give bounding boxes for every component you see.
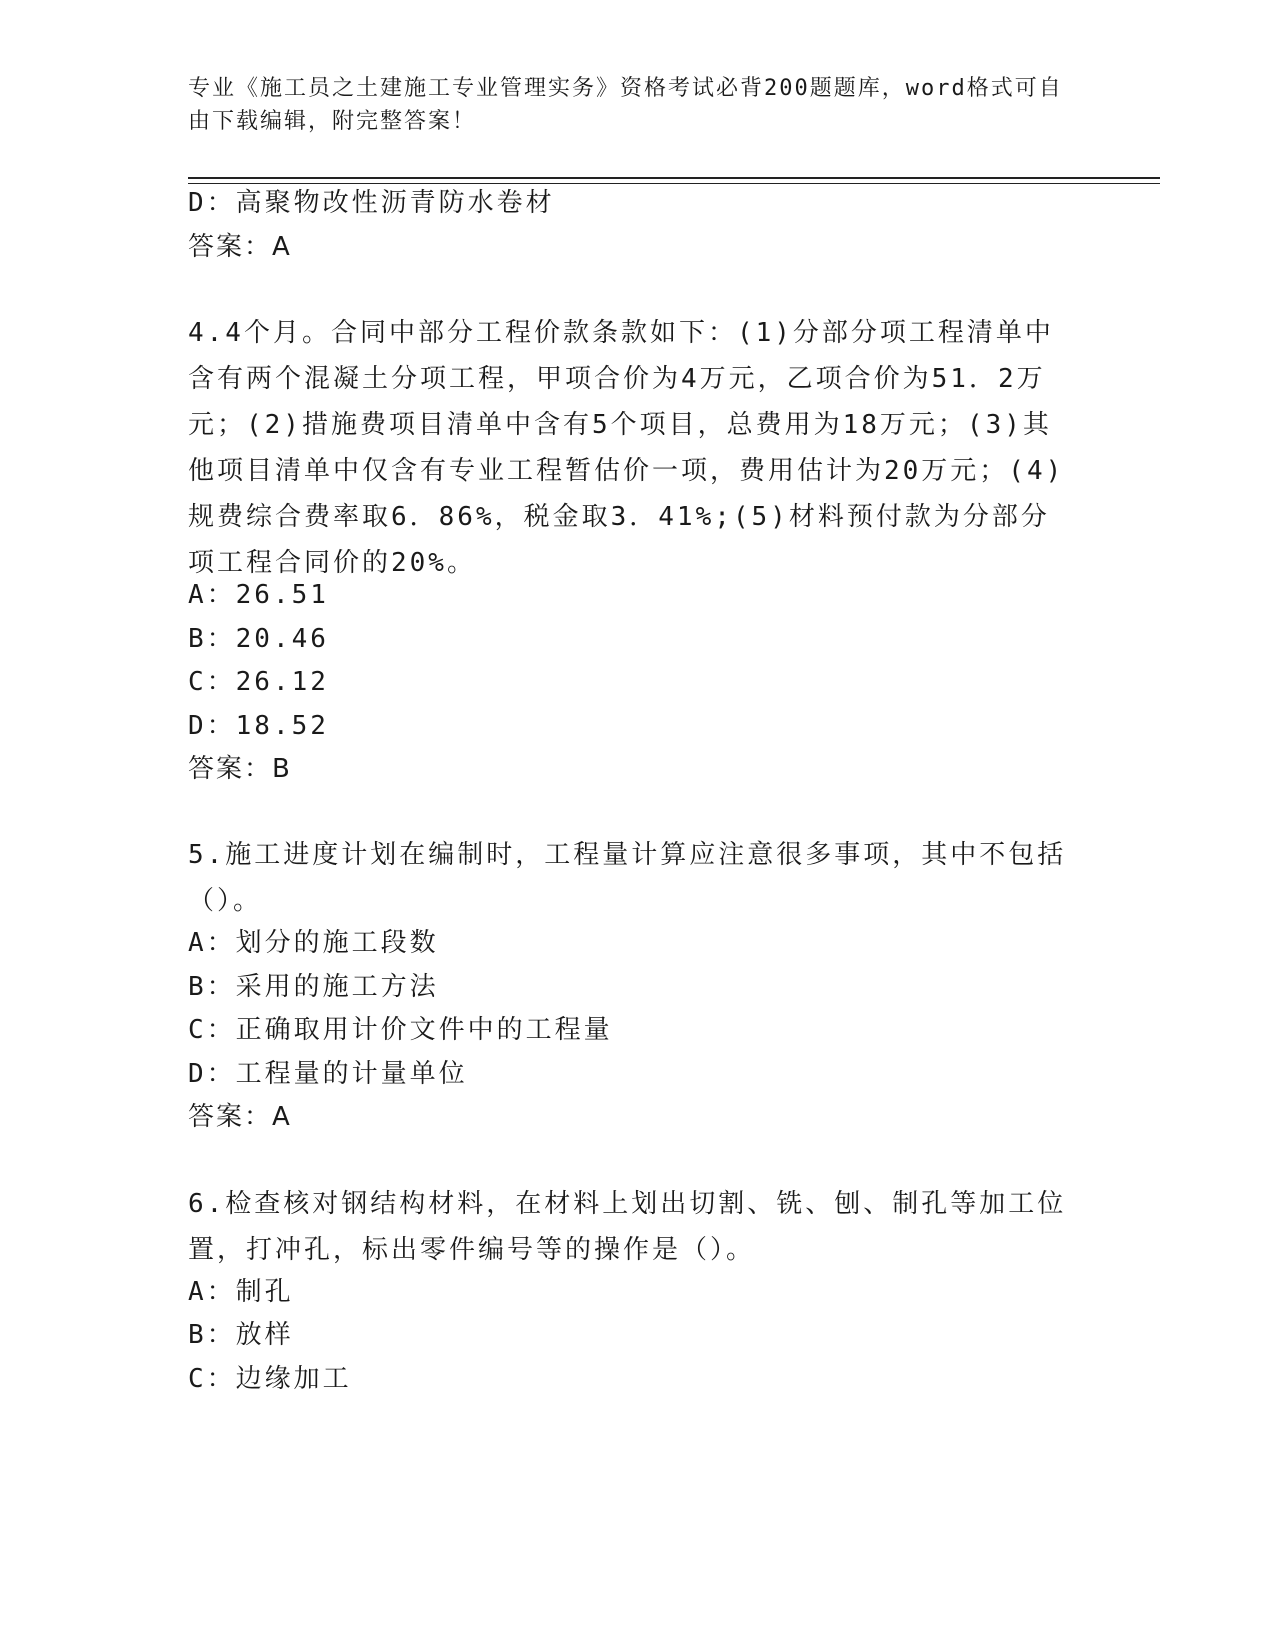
answer-line: 答案：B bbox=[188, 754, 292, 784]
option-d: D：高聚物改性沥青防水卷材 bbox=[188, 188, 555, 218]
option-b: B：放样 bbox=[188, 1320, 294, 1350]
option-d: D：工程量的计量单位 bbox=[188, 1059, 468, 1089]
option-c: C：26.12 bbox=[188, 667, 329, 697]
answer-line: 答案：A bbox=[188, 1102, 292, 1132]
option-c: C：正确取用计价文件中的工程量 bbox=[188, 1015, 613, 1045]
answer-line: 答案：A bbox=[188, 232, 292, 262]
question-5-text: 5.施工进度计划在编制时，工程量计算应注意很多事项，其中不包括（）。 bbox=[188, 840, 1067, 916]
option-c: C：边缘加工 bbox=[188, 1364, 352, 1394]
question-6-text: 6.检查核对钢结构材料，在材料上划出切割、铣、刨、制孔等加工位置，打冲孔，标出零件编号等的操作是（）。 bbox=[188, 1189, 1067, 1265]
option-b: B：20.46 bbox=[188, 624, 329, 654]
question-4-text: 4.4个月。合同中部分工程价款条款如下：(1)分部分项工程清单中含有两个混凝土分项工程，甲项合价为4万元，乙项合价为51．2万元；(2)措施费项目清单中含有5个项目，总费用为18万元；(3)其他项目清单中仅含有专业工程暂估价一项，费用估计为20万元；(4)规费综合费率取6．86%，税金取3．41%;(5)材料预付款为分部分项工程合同价的20%。 bbox=[188, 318, 1065, 578]
option-a: A：制孔 bbox=[188, 1277, 294, 1307]
option-a: A：26.51 bbox=[188, 580, 329, 610]
document-header-title: 专业《施工员之土建施工专业管理实务》资格考试必背200题题库，word格式可自由下载编辑，附完整答案！ bbox=[188, 76, 1063, 134]
option-b: B：采用的施工方法 bbox=[188, 972, 439, 1002]
header-divider-thick bbox=[188, 177, 1160, 179]
option-d: D：18.52 bbox=[188, 711, 329, 741]
option-a: A：划分的施工段数 bbox=[188, 928, 439, 958]
